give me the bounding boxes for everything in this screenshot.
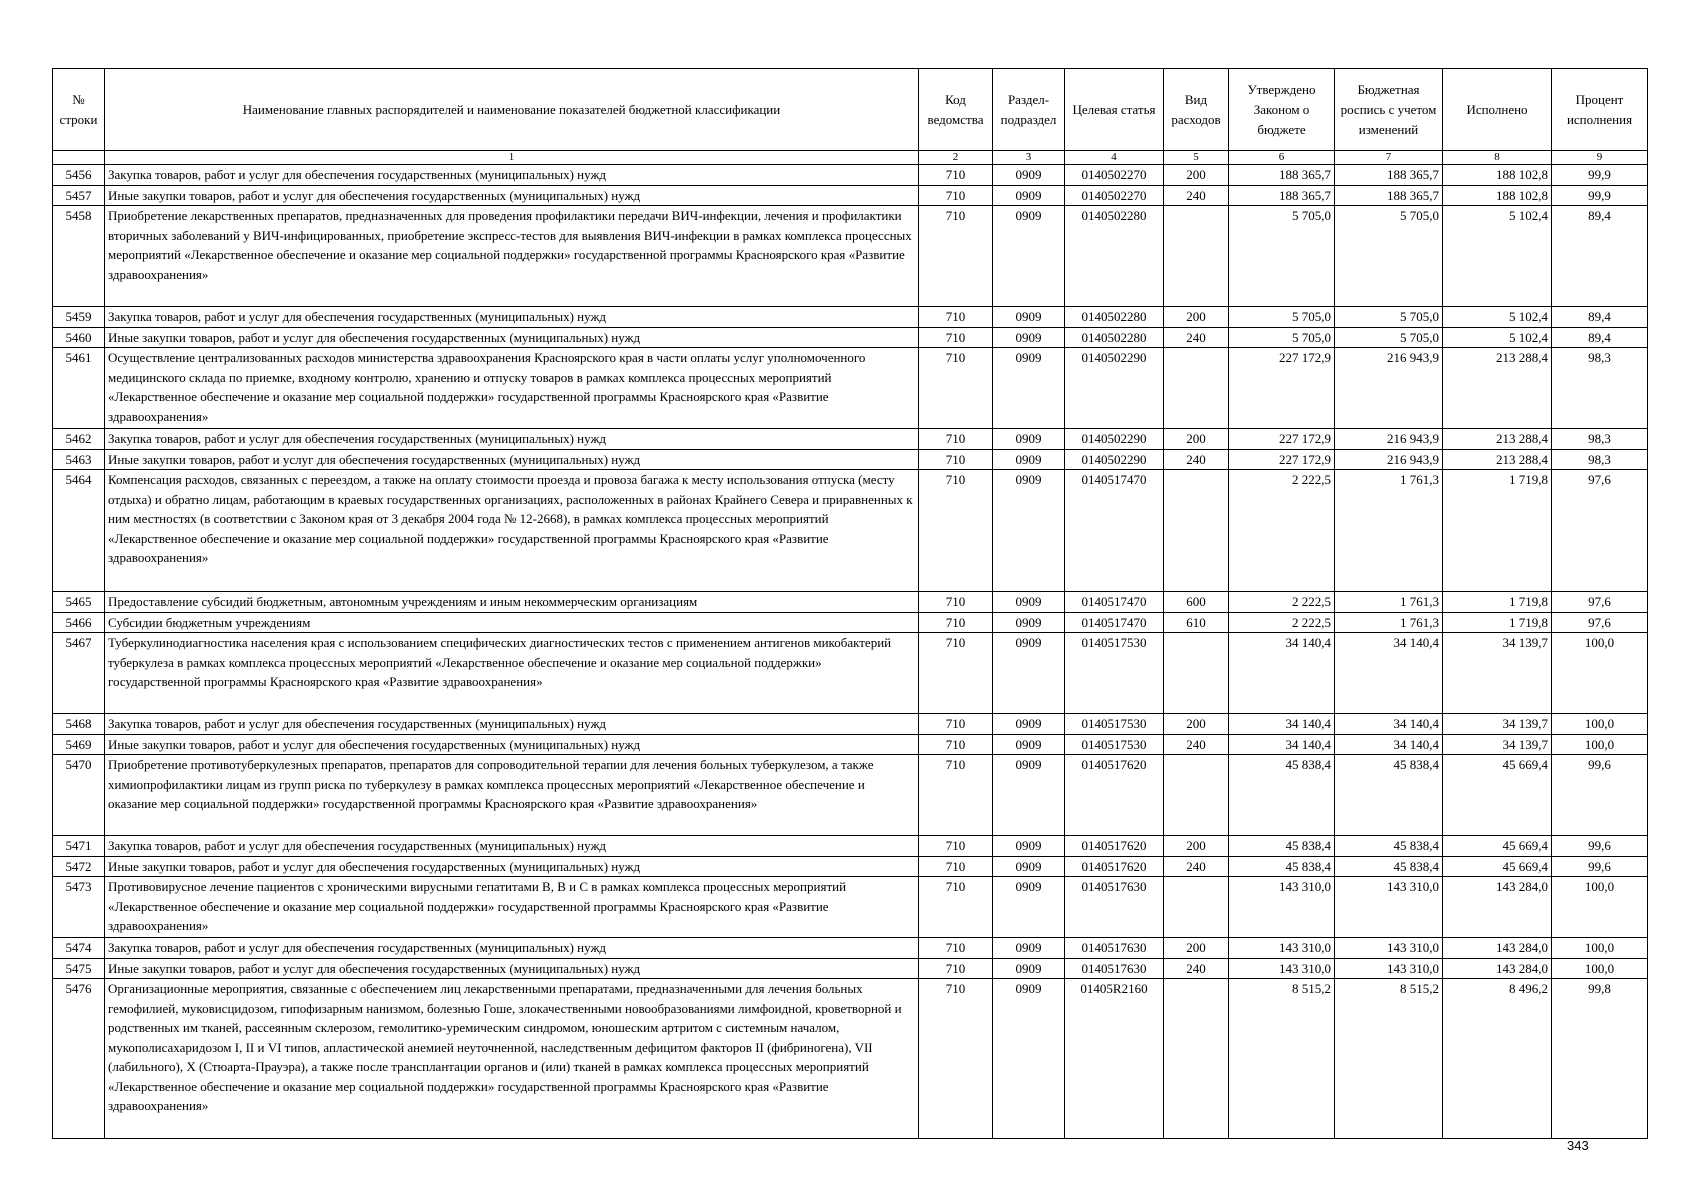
- department-code: 710: [919, 714, 993, 735]
- section-code: 0909: [993, 714, 1065, 735]
- table-row: [53, 165, 1648, 186]
- row-number: 5475: [53, 958, 105, 979]
- table-row: [53, 836, 1648, 857]
- budget-amount: 1 761,3: [1335, 470, 1443, 592]
- row-name: Иные закупки товаров, работ и услуг для обеспечения государственных (муниципальных) нужд: [105, 734, 919, 755]
- column-number: 1: [105, 151, 919, 165]
- execution-percent: 98,3: [1552, 449, 1648, 470]
- table-row: [53, 327, 1648, 348]
- row-name: Приобретение лекарственных препаратов, предназначенных для проведения профилактики передачи ВИЧ-инфекции, лечения и профилактики вторичных заболеваний у ВИЧ-инфицированных, приобретение экспресс-тестов для выявления ВИЧ-инфекции в рамках комплекса процессных мероприятий «Лекарственное обеспечение и оказание мер социальной поддержки» государственной программы Красноярского края «Развитие здравоохранения»: [105, 206, 919, 307]
- approved-amount: 188 365,7: [1229, 185, 1335, 206]
- row-name: Предоставление субсидий бюджетным, автономным учреждениям и иным некоммерческим организациям: [105, 592, 919, 613]
- execution-percent: 99,9: [1552, 165, 1648, 186]
- target-article: 0140502290: [1065, 449, 1164, 470]
- table-row: [53, 877, 1648, 938]
- row-name: Закупка товаров, работ и услуг для обеспечения государственных (муниципальных) нужд: [105, 836, 919, 857]
- expense-type: 240: [1164, 734, 1229, 755]
- table-row: [53, 979, 1648, 1139]
- department-code: 710: [919, 612, 993, 633]
- column-number-row: [53, 151, 1648, 165]
- approved-amount: 227 172,9: [1229, 429, 1335, 450]
- approved-amount: 45 838,4: [1229, 856, 1335, 877]
- row-number: 5471: [53, 836, 105, 857]
- execution-percent: 98,3: [1552, 429, 1648, 450]
- table-row: [53, 449, 1648, 470]
- table-row: [53, 470, 1648, 592]
- section-code: 0909: [993, 612, 1065, 633]
- execution-percent: 99,6: [1552, 755, 1648, 836]
- section-code: 0909: [993, 429, 1065, 450]
- target-article: 0140502280: [1065, 327, 1164, 348]
- expense-type: [1164, 633, 1229, 714]
- row-number: 5459: [53, 307, 105, 328]
- approved-amount: 227 172,9: [1229, 348, 1335, 429]
- expense-type: [1164, 348, 1229, 429]
- execution-percent: 89,4: [1552, 307, 1648, 328]
- target-article: 0140517530: [1065, 633, 1164, 714]
- budget-amount: 45 838,4: [1335, 836, 1443, 857]
- department-code: 710: [919, 185, 993, 206]
- row-name: Закупка товаров, работ и услуг для обеспечения государственных (муниципальных) нужд: [105, 429, 919, 450]
- execution-percent: 100,0: [1552, 958, 1648, 979]
- expense-type: [1164, 470, 1229, 592]
- executed-amount: 5 102,4: [1443, 327, 1552, 348]
- budget-execution-table: [52, 68, 1648, 1139]
- execution-percent: 98,3: [1552, 348, 1648, 429]
- row-number: 5466: [53, 612, 105, 633]
- row-number: 5469: [53, 734, 105, 755]
- section-code: 0909: [993, 633, 1065, 714]
- executed-amount: 8 496,2: [1443, 979, 1552, 1139]
- section-code: 0909: [993, 979, 1065, 1139]
- row-name: Иные закупки товаров, работ и услуг для обеспечения государственных (муниципальных) нужд: [105, 449, 919, 470]
- row-number: 5473: [53, 877, 105, 938]
- target-article: 0140517620: [1065, 836, 1164, 857]
- target-article: 0140517630: [1065, 877, 1164, 938]
- execution-percent: 100,0: [1552, 734, 1648, 755]
- row-name: Приобретение противотуберкулезных препаратов, препаратов для сопроводительной терапии для лечения больных туберкулезом, а также химиопрофилактики лицам из групп риска по туберкулезу в рамках комплекса процессных мероприятий «Лекарственное обеспечение и оказание мер социальной поддержки» государственной программы Красноярского края «Развитие здравоохранения»: [105, 755, 919, 836]
- column-number: [53, 151, 105, 165]
- approved-amount: 5 705,0: [1229, 307, 1335, 328]
- executed-amount: 45 669,4: [1443, 755, 1552, 836]
- header-name: Наименование главных распорядителей и наименование показателей бюджетной классификации: [105, 69, 919, 151]
- row-number: 5468: [53, 714, 105, 735]
- row-number: 5457: [53, 185, 105, 206]
- section-code: 0909: [993, 307, 1065, 328]
- approved-amount: 2 222,5: [1229, 612, 1335, 633]
- table-row: [53, 856, 1648, 877]
- executed-amount: 34 139,7: [1443, 633, 1552, 714]
- column-number: 9: [1552, 151, 1648, 165]
- expense-type: [1164, 755, 1229, 836]
- department-code: 710: [919, 348, 993, 429]
- executed-amount: 45 669,4: [1443, 836, 1552, 857]
- department-code: 710: [919, 836, 993, 857]
- executed-amount: 1 719,8: [1443, 470, 1552, 592]
- section-code: 0909: [993, 755, 1065, 836]
- executed-amount: 143 284,0: [1443, 877, 1552, 938]
- expense-type: 240: [1164, 327, 1229, 348]
- executed-amount: 34 139,7: [1443, 714, 1552, 735]
- department-code: 710: [919, 327, 993, 348]
- row-number: 5462: [53, 429, 105, 450]
- execution-percent: 89,4: [1552, 327, 1648, 348]
- budget-amount: 216 943,9: [1335, 429, 1443, 450]
- expense-type: 200: [1164, 714, 1229, 735]
- header-expense-type: Вид расходов: [1164, 69, 1229, 151]
- approved-amount: 45 838,4: [1229, 836, 1335, 857]
- target-article: 0140517530: [1065, 734, 1164, 755]
- table-row: [53, 612, 1648, 633]
- row-number: 5465: [53, 592, 105, 613]
- row-number: 5467: [53, 633, 105, 714]
- approved-amount: 2 222,5: [1229, 592, 1335, 613]
- execution-percent: 97,6: [1552, 592, 1648, 613]
- column-number: 4: [1065, 151, 1164, 165]
- row-number: 5464: [53, 470, 105, 592]
- column-number: 7: [1335, 151, 1443, 165]
- executed-amount: 5 102,4: [1443, 307, 1552, 328]
- table-row: [53, 348, 1648, 429]
- target-article: 0140502290: [1065, 348, 1164, 429]
- budget-amount: 143 310,0: [1335, 877, 1443, 938]
- execution-percent: 97,6: [1552, 612, 1648, 633]
- row-number: 5463: [53, 449, 105, 470]
- header-approved: Утверждено Законом о бюджете: [1229, 69, 1335, 151]
- target-article: 01405R2160: [1065, 979, 1164, 1139]
- target-article: 0140517630: [1065, 938, 1164, 959]
- budget-table-container: [52, 68, 1647, 1139]
- department-code: 710: [919, 877, 993, 938]
- executed-amount: 188 102,8: [1443, 165, 1552, 186]
- header-percent: Процент исполнения: [1552, 69, 1648, 151]
- executed-amount: 5 102,4: [1443, 206, 1552, 307]
- section-code: 0909: [993, 449, 1065, 470]
- department-code: 710: [919, 206, 993, 307]
- target-article: 0140517620: [1065, 755, 1164, 836]
- row-number: 5472: [53, 856, 105, 877]
- row-name: Закупка товаров, работ и услуг для обеспечения государственных (муниципальных) нужд: [105, 938, 919, 959]
- row-number: 5456: [53, 165, 105, 186]
- execution-percent: 100,0: [1552, 877, 1648, 938]
- approved-amount: 188 365,7: [1229, 165, 1335, 186]
- section-code: 0909: [993, 734, 1065, 755]
- budget-amount: 34 140,4: [1335, 633, 1443, 714]
- approved-amount: 143 310,0: [1229, 938, 1335, 959]
- budget-amount: 188 365,7: [1335, 165, 1443, 186]
- expense-type: 610: [1164, 612, 1229, 633]
- row-number: 5470: [53, 755, 105, 836]
- row-name: Закупка товаров, работ и услуг для обеспечения государственных (муниципальных) нужд: [105, 307, 919, 328]
- budget-amount: 1 761,3: [1335, 592, 1443, 613]
- table-row: [53, 307, 1648, 328]
- table-row: [53, 633, 1648, 714]
- expense-type: 240: [1164, 185, 1229, 206]
- department-code: 710: [919, 165, 993, 186]
- approved-amount: 5 705,0: [1229, 206, 1335, 307]
- execution-percent: 89,4: [1552, 206, 1648, 307]
- row-name: Субсидии бюджетным учреждениям: [105, 612, 919, 633]
- execution-percent: 99,8: [1552, 979, 1648, 1139]
- row-name: Туберкулинодиагностика населения края с использованием специфических диагностических тестов с применением антигенов микобактерий туберкулеза в рамках комплекса процессных мероприятий «Лекарственное обеспечение и оказание мер социальной поддержки» государственной программы Красноярского края «Развитие здравоохранения»: [105, 633, 919, 714]
- executed-amount: 1 719,8: [1443, 592, 1552, 613]
- row-number: 5460: [53, 327, 105, 348]
- row-name: Осуществление централизованных расходов министерства здравоохранения Красноярского края в части оплаты услуг уполномоченного медицинского склада по приемке, входному контролю, хранению и отпуску товаров в рамках комплекса процессных мероприятий «Лекарственное обеспечение и оказание мер социальной поддержки» государственной программы Красноярского края «Развитие здравоохранения»: [105, 348, 919, 429]
- department-code: 710: [919, 449, 993, 470]
- table-row: [53, 206, 1648, 307]
- section-code: 0909: [993, 592, 1065, 613]
- department-code: 710: [919, 979, 993, 1139]
- row-number: 5461: [53, 348, 105, 429]
- budget-amount: 143 310,0: [1335, 958, 1443, 979]
- budget-amount: 34 140,4: [1335, 714, 1443, 735]
- department-code: 710: [919, 734, 993, 755]
- expense-type: 240: [1164, 958, 1229, 979]
- target-article: 0140502280: [1065, 307, 1164, 328]
- executed-amount: 34 139,7: [1443, 734, 1552, 755]
- row-number: 5458: [53, 206, 105, 307]
- approved-amount: 143 310,0: [1229, 877, 1335, 938]
- table-row: [53, 714, 1648, 735]
- header-executed: Исполнено: [1443, 69, 1552, 151]
- header-target-article: Целевая статья: [1065, 69, 1164, 151]
- execution-percent: 100,0: [1552, 938, 1648, 959]
- target-article: 0140502290: [1065, 429, 1164, 450]
- expense-type: [1164, 206, 1229, 307]
- department-code: 710: [919, 958, 993, 979]
- row-name: Закупка товаров, работ и услуг для обеспечения государственных (муниципальных) нужд: [105, 714, 919, 735]
- approved-amount: 34 140,4: [1229, 734, 1335, 755]
- budget-amount: 1 761,3: [1335, 612, 1443, 633]
- target-article: 0140517470: [1065, 612, 1164, 633]
- row-name: Организационные мероприятия, связанные с обеспечением лиц лекарственными препаратами, предназначенными для лечения больных гемофилией, муковисцидозом, гипофизарным нанизмом, болезнью Гоше, злокачественными новообразованиями лимфоидной, кроветворной и родственных им тканей, рассеянным склерозом, гемолитико-уремическим синдромом, юношеским артритом с системным началом, мукополисахаридозом I, II и VI типов, апластической анемией неуточненной, наследственным дефицитом факторов II (фибриногена), VII (лабильного), X (Стюарта-Прауэра), а также после трансплантации органов и (или) тканей в рамках комплекса процессных мероприятий «Лекарственное обеспечение и оказание мер социальной поддержки» государственной программы Красноярского края «Развитие здравоохранения»: [105, 979, 919, 1139]
- row-name: Иные закупки товаров, работ и услуг для обеспечения государственных (муниципальных) нужд: [105, 185, 919, 206]
- budget-amount: 216 943,9: [1335, 449, 1443, 470]
- department-code: 710: [919, 429, 993, 450]
- approved-amount: 2 222,5: [1229, 470, 1335, 592]
- executed-amount: 143 284,0: [1443, 938, 1552, 959]
- section-code: 0909: [993, 958, 1065, 979]
- approved-amount: 34 140,4: [1229, 714, 1335, 735]
- target-article: 0140517470: [1065, 470, 1164, 592]
- row-name: Компенсация расходов, связанных с переездом, а также на оплату стоимости проезда и провоза багажа к месту использования отпуска (месту отдыха) и обратно лицам, работающим в краевых государственных организациях, расположенных в районах Крайнего Севера и приравненных к ним местностях (в соответствии с Законом края от 3 декабря 2004 года № 12-2668), в рамках комплекса процессных мероприятий «Лекарственное обеспечение и оказание мер социальной поддержки» государственной программы Красноярского края «Развитие здравоохранения»: [105, 470, 919, 592]
- target-article: 0140502270: [1065, 185, 1164, 206]
- expense-type: 240: [1164, 856, 1229, 877]
- table-row: [53, 958, 1648, 979]
- approved-amount: 45 838,4: [1229, 755, 1335, 836]
- expense-type: 200: [1164, 836, 1229, 857]
- expense-type: [1164, 979, 1229, 1139]
- approved-amount: 227 172,9: [1229, 449, 1335, 470]
- row-number: 5476: [53, 979, 105, 1139]
- budget-amount: 5 705,0: [1335, 327, 1443, 348]
- table-body: [53, 165, 1648, 1139]
- row-name: Иные закупки товаров, работ и услуг для обеспечения государственных (муниципальных) нужд: [105, 856, 919, 877]
- department-code: 710: [919, 470, 993, 592]
- column-number: 3: [993, 151, 1065, 165]
- section-code: 0909: [993, 185, 1065, 206]
- execution-percent: 100,0: [1552, 633, 1648, 714]
- section-code: 0909: [993, 348, 1065, 429]
- budget-amount: 216 943,9: [1335, 348, 1443, 429]
- table-row: [53, 734, 1648, 755]
- executed-amount: 188 102,8: [1443, 185, 1552, 206]
- executed-amount: 213 288,4: [1443, 429, 1552, 450]
- executed-amount: 45 669,4: [1443, 856, 1552, 877]
- execution-percent: 99,9: [1552, 185, 1648, 206]
- execution-percent: 100,0: [1552, 714, 1648, 735]
- budget-amount: 34 140,4: [1335, 734, 1443, 755]
- section-code: 0909: [993, 836, 1065, 857]
- expense-type: 200: [1164, 165, 1229, 186]
- table-row: [53, 429, 1648, 450]
- expense-type: 240: [1164, 449, 1229, 470]
- budget-amount: 5 705,0: [1335, 206, 1443, 307]
- column-number: 2: [919, 151, 993, 165]
- row-name: Иные закупки товаров, работ и услуг для обеспечения государственных (муниципальных) нужд: [105, 958, 919, 979]
- target-article: 0140502280: [1065, 206, 1164, 307]
- expense-type: 200: [1164, 938, 1229, 959]
- expense-type: 200: [1164, 307, 1229, 328]
- target-article: 0140517470: [1065, 592, 1164, 613]
- row-name: Иные закупки товаров, работ и услуг для обеспечения государственных (муниципальных) нужд: [105, 327, 919, 348]
- section-code: 0909: [993, 206, 1065, 307]
- target-article: 0140517530: [1065, 714, 1164, 735]
- section-code: 0909: [993, 938, 1065, 959]
- approved-amount: 8 515,2: [1229, 979, 1335, 1139]
- target-article: 0140502270: [1065, 165, 1164, 186]
- executed-amount: 213 288,4: [1443, 348, 1552, 429]
- department-code: 710: [919, 592, 993, 613]
- column-number: 6: [1229, 151, 1335, 165]
- department-code: 710: [919, 633, 993, 714]
- column-number: 5: [1164, 151, 1229, 165]
- approved-amount: 5 705,0: [1229, 327, 1335, 348]
- row-name: Закупка товаров, работ и услуг для обеспечения государственных (муниципальных) нужд: [105, 165, 919, 186]
- section-code: 0909: [993, 877, 1065, 938]
- budget-amount: 45 838,4: [1335, 856, 1443, 877]
- budget-amount: 143 310,0: [1335, 938, 1443, 959]
- executed-amount: 1 719,8: [1443, 612, 1552, 633]
- table-row: [53, 938, 1648, 959]
- budget-amount: 8 515,2: [1335, 979, 1443, 1139]
- expense-type: 600: [1164, 592, 1229, 613]
- budget-amount: 45 838,4: [1335, 755, 1443, 836]
- section-code: 0909: [993, 856, 1065, 877]
- header-row: [53, 69, 1648, 151]
- executed-amount: 213 288,4: [1443, 449, 1552, 470]
- header-section: Раздел-подраздел: [993, 69, 1065, 151]
- target-article: 0140517620: [1065, 856, 1164, 877]
- row-name: Противовирусное лечение пациентов с хроническими вирусными гепатитами В, В и С в рамках комплекса процессных мероприятий «Лекарственное обеспечение и оказание мер социальной поддержки» государственной программы Красноярского края «Развитие здравоохранения»: [105, 877, 919, 938]
- execution-percent: 99,6: [1552, 836, 1648, 857]
- row-number: 5474: [53, 938, 105, 959]
- column-number: 8: [1443, 151, 1552, 165]
- department-code: 710: [919, 755, 993, 836]
- department-code: 710: [919, 938, 993, 959]
- header-row-number: № строки: [53, 69, 105, 151]
- budget-amount: 188 365,7: [1335, 185, 1443, 206]
- header-department-code: Код ведомства: [919, 69, 993, 151]
- section-code: 0909: [993, 470, 1065, 592]
- department-code: 710: [919, 307, 993, 328]
- table-row: [53, 592, 1648, 613]
- executed-amount: 143 284,0: [1443, 958, 1552, 979]
- target-article: 0140517630: [1065, 958, 1164, 979]
- budget-amount: 5 705,0: [1335, 307, 1443, 328]
- page-number: 343: [1567, 1138, 1589, 1153]
- approved-amount: 143 310,0: [1229, 958, 1335, 979]
- header-budget-schedule: Бюджетная роспись с учетом изменений: [1335, 69, 1443, 151]
- department-code: 710: [919, 856, 993, 877]
- expense-type: [1164, 877, 1229, 938]
- execution-percent: 99,6: [1552, 856, 1648, 877]
- table-row: [53, 185, 1648, 206]
- section-code: 0909: [993, 165, 1065, 186]
- approved-amount: 34 140,4: [1229, 633, 1335, 714]
- section-code: 0909: [993, 327, 1065, 348]
- execution-percent: 97,6: [1552, 470, 1648, 592]
- expense-type: 200: [1164, 429, 1229, 450]
- table-row: [53, 755, 1648, 836]
